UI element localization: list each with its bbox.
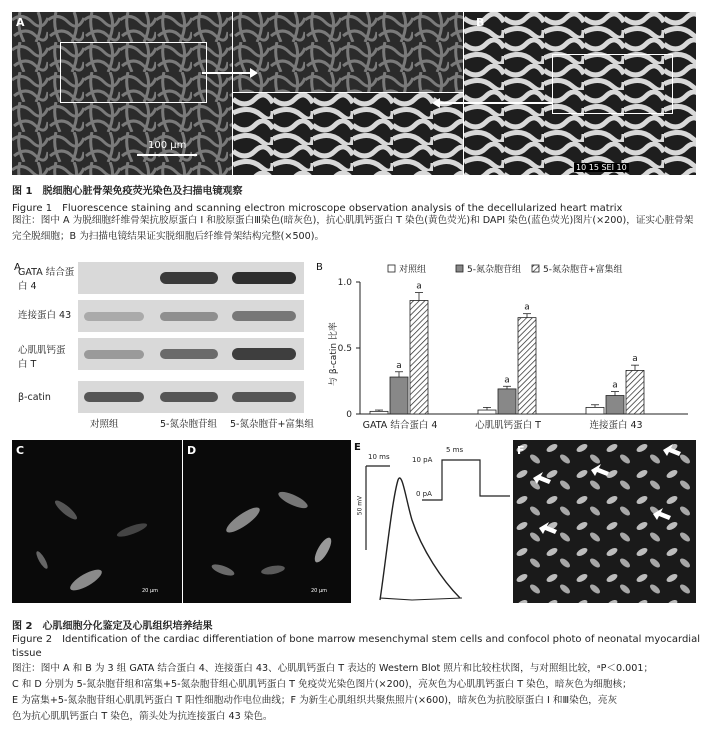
scale-bar bbox=[137, 154, 197, 156]
fig2-panel-c-image bbox=[12, 440, 182, 603]
fig2-title: 图 2 心肌细胞分化鉴定及心肌组织培养结果 bbox=[12, 621, 213, 632]
wb-row-label-gata4: GATA 结合蛋白 4 bbox=[18, 267, 75, 292]
bar bbox=[410, 300, 428, 414]
fig2-panel-f bbox=[513, 440, 696, 603]
fig2-note-1: 图注：图中 A 和 B 为 3 组 GATA 结合蛋白 4、连接蛋白 43、心肌肌钙蛋白 T 表达的 Western Blot 照片和比较柱状图，与对照组比较，ᵃP＜0.001； bbox=[12, 663, 654, 674]
fig1-panel-b-label: B bbox=[476, 16, 485, 29]
fig1-panel-a-label: A bbox=[16, 16, 25, 29]
y-ticks bbox=[338, 278, 360, 420]
fig1-zoom-top-image bbox=[233, 12, 463, 92]
bar bbox=[586, 407, 604, 414]
wb-band bbox=[160, 392, 218, 402]
wb-row-gata4 bbox=[78, 262, 304, 294]
wb-row-cx43 bbox=[78, 300, 304, 332]
significance-label: a bbox=[504, 375, 510, 386]
wb-group-aza: 5-氮杂胞苷组 bbox=[160, 419, 217, 430]
fig1-panel-b bbox=[464, 12, 696, 175]
fig2-note-3: E 为富集+5-氮杂胞苷组心肌肌钙蛋白 T 阳性细胞动作电位曲线；F 为新生心肌组织共聚焦照片(×600)，暗灰色为抗胶原蛋白 Ⅰ 和Ⅲ染色，亮灰 bbox=[12, 695, 618, 706]
wb-band bbox=[232, 272, 296, 284]
wb-band bbox=[84, 312, 144, 321]
bar bbox=[390, 377, 408, 414]
wb-row-ctnt bbox=[78, 338, 304, 370]
wb-row-label-ctnt: 心肌肌钙蛋白 T bbox=[18, 345, 66, 370]
bar bbox=[518, 318, 536, 414]
zoom-box bbox=[60, 42, 207, 103]
wb-row-catin bbox=[78, 381, 304, 413]
x-tick-label: 心肌肌钙蛋白 T bbox=[475, 420, 541, 431]
action-potential-trace bbox=[352, 440, 512, 603]
fig2-panel-c-label: C bbox=[16, 444, 25, 457]
clamp-low-label: 0 pA bbox=[416, 490, 432, 498]
ap-time-label: 10 ms bbox=[368, 453, 390, 461]
significance-label: a bbox=[632, 354, 638, 365]
fig1-zoom-bottom-image bbox=[233, 93, 463, 175]
fig2-note-2: C 和 D 分别为 5-氮杂胞苷组和富集+5-氮杂胞苷组心肌肌钙蛋白 T 免疫荧光染色图片(×200)，亮灰色为心肌肌钙蛋白 T 染色，暗灰色为细胞核； bbox=[12, 679, 632, 690]
fig1-zoom-top bbox=[233, 12, 463, 92]
wb-band bbox=[232, 311, 296, 321]
wb-band bbox=[160, 312, 218, 321]
wb-row-label-catin: β-catin bbox=[18, 392, 51, 403]
arrow-left-icon bbox=[430, 95, 554, 111]
legend-label: 对照组 bbox=[399, 265, 427, 275]
fig2-panel-d-label: D bbox=[187, 444, 197, 457]
fig2-panel-d-image bbox=[183, 440, 351, 603]
x-tick-label: GATA 结合蛋白 4 bbox=[362, 420, 438, 431]
wb-band bbox=[160, 349, 218, 359]
fig2-panel-c bbox=[12, 440, 182, 603]
significance-label: a bbox=[416, 281, 422, 292]
legend-swatch bbox=[388, 265, 395, 272]
y-tick-label: 0.5 bbox=[337, 344, 352, 354]
bar bbox=[498, 389, 516, 414]
zoom-box-b bbox=[552, 54, 673, 114]
wb-row-label-cx43: 连接蛋白 43 bbox=[18, 310, 72, 321]
wb-band bbox=[160, 272, 218, 284]
bars bbox=[370, 282, 644, 414]
fig2-panel-b-label: B bbox=[316, 262, 323, 273]
scale-bar-label: 100 μm bbox=[148, 140, 187, 151]
legend-label: 5-氮杂胞苷组 bbox=[467, 265, 521, 275]
significance-label: a bbox=[612, 380, 618, 391]
y-tick-label: 1.0 bbox=[337, 278, 352, 288]
scale-d-label: 20 μm bbox=[311, 588, 328, 594]
fig1-title-en: Figure 1 Fluorescence staining and scanning electron microscope observation analysis of the decellularized heart matrix bbox=[12, 203, 623, 214]
fig2-panel-f-label: F bbox=[517, 444, 525, 457]
fig2-panel-f-image bbox=[513, 440, 696, 603]
wb-band bbox=[232, 392, 296, 402]
clamp-high-label: 10 pA bbox=[412, 456, 433, 464]
fig1-zoom-bottom bbox=[233, 93, 463, 175]
fig1-panel-a bbox=[12, 12, 232, 175]
bar bbox=[478, 410, 496, 414]
wb-group-control: 对照组 bbox=[90, 419, 119, 430]
fig1-note: 图注：图中 A 为脱细胞纤维骨架抗胶原蛋白 Ⅰ 和胶原蛋白Ⅲ染色(暗灰色)，抗心肌肌钙蛋白 T 染色(黄色荧光)和 DAPI 染色(蓝色荧光)图片(×200)，证实心脏骨架完全脱细胞；B 为扫描电镜结果证实脱细胞后纤维骨架结构完整(×500)。 bbox=[12, 215, 694, 242]
sem-stamp: 10 15 SEI 10 bbox=[576, 163, 627, 172]
fig2-panel-e-label: E bbox=[354, 442, 361, 453]
bar-chart bbox=[318, 260, 698, 440]
wb-band bbox=[84, 392, 144, 402]
bar bbox=[370, 411, 388, 414]
bar bbox=[606, 396, 624, 414]
legend-swatch bbox=[532, 265, 539, 272]
y-axis-label: 与 β-catin 比率 bbox=[329, 322, 339, 386]
legend-swatch bbox=[456, 265, 463, 272]
ap-voltage-label: 50 mV bbox=[356, 495, 364, 516]
fig2-panel-a-label: A bbox=[14, 262, 21, 273]
fig2-note-4: 色为抗心肌肌钙蛋白 T 染色，箭头处为抗连接蛋白 43 染色。 bbox=[12, 711, 273, 722]
fig2-panel-e bbox=[352, 440, 512, 603]
legend-label: 5-氮杂胞苷+富集组 bbox=[543, 265, 623, 275]
fig2-title-en: Figure 2 Identification of the cardiac differentiation of bone marrow mesenchymal stem cells and confocol photo of neonatal myocardial tissue bbox=[12, 634, 700, 659]
wb-group-aza-enriched: 5-氮杂胞苷+富集组 bbox=[230, 419, 314, 430]
clamp-time-label: 5 ms bbox=[446, 446, 464, 454]
significance-label: a bbox=[524, 302, 530, 313]
x-tick-label: 连接蛋白 43 bbox=[589, 420, 643, 431]
x-labels bbox=[363, 419, 643, 431]
wb-band bbox=[232, 348, 296, 360]
arrow-right-icon bbox=[200, 65, 260, 81]
y-tick-label: 0 bbox=[346, 410, 352, 420]
bar bbox=[626, 370, 644, 414]
chart-legend bbox=[388, 263, 623, 275]
scale-c-label: 20 μm bbox=[142, 588, 159, 594]
significance-label: a bbox=[396, 360, 402, 371]
fig1-title: 图 1 脱细胞心脏骨架免疫荧光染色及扫描电镜观察 bbox=[12, 186, 243, 197]
fig2-panel-d bbox=[183, 440, 351, 603]
wb-band bbox=[84, 350, 144, 359]
